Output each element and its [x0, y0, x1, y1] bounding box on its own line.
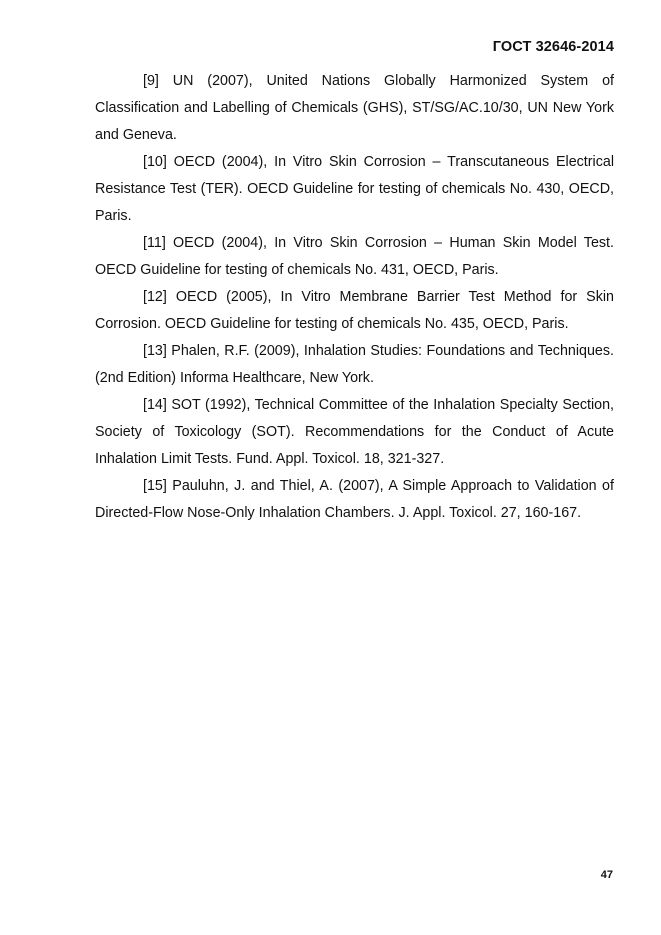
reference-item-13: [13] Phalen, R.F. (2009), Inhalation Studies: Foundations and Techniques. (2nd Edition) Informa Healthcare, New York.: [95, 343, 614, 386]
reference-item-12: [12] OECD (2005), In Vitro Membrane Barrier Test Method for Skin Corrosion. OECD Guideline for testing of chemicals No. 435, OECD, Paris.: [95, 289, 614, 332]
reference-item-15: [15] Pauluhn, J. and Thiel, A. (2007), A Simple Approach to Validation of Directed-Flow Nose-Only Inhalation Chambers. J. Appl. Toxicol. 27, 160-167.: [95, 478, 614, 521]
document-code-header: ГОСТ 32646-2014: [492, 39, 614, 55]
reference-list: [95, 68, 614, 527]
reference-item-11: [11] OECD (2004), In Vitro Skin Corrosion – Human Skin Model Test. OECD Guideline for testing of chemicals No. 431, OECD, Paris.: [95, 235, 614, 278]
reference-item-14: [14] SOT (1992), Technical Committee of the Inhalation Specialty Section, Society of Toxicology (SOT). Recommendations for the Conduct of Acute Inhalation Limit Tests. Fund. Appl. Toxicol. 18, 321-327.: [95, 397, 614, 467]
page-number: 47: [600, 869, 613, 881]
reference-item-9: [9] UN (2007), United Nations Globally Harmonized System of Classification and Labelling of Chemicals (GHS), ST/SG/AC.10/30, UN New York and Geneva.: [95, 73, 614, 143]
reference-item-10: [10] OECD (2004), In Vitro Skin Corrosion – Transcutaneous Electrical Resistance Test (TER). OECD Guideline for testing of chemicals No. 430, OECD, Paris.: [95, 154, 614, 224]
